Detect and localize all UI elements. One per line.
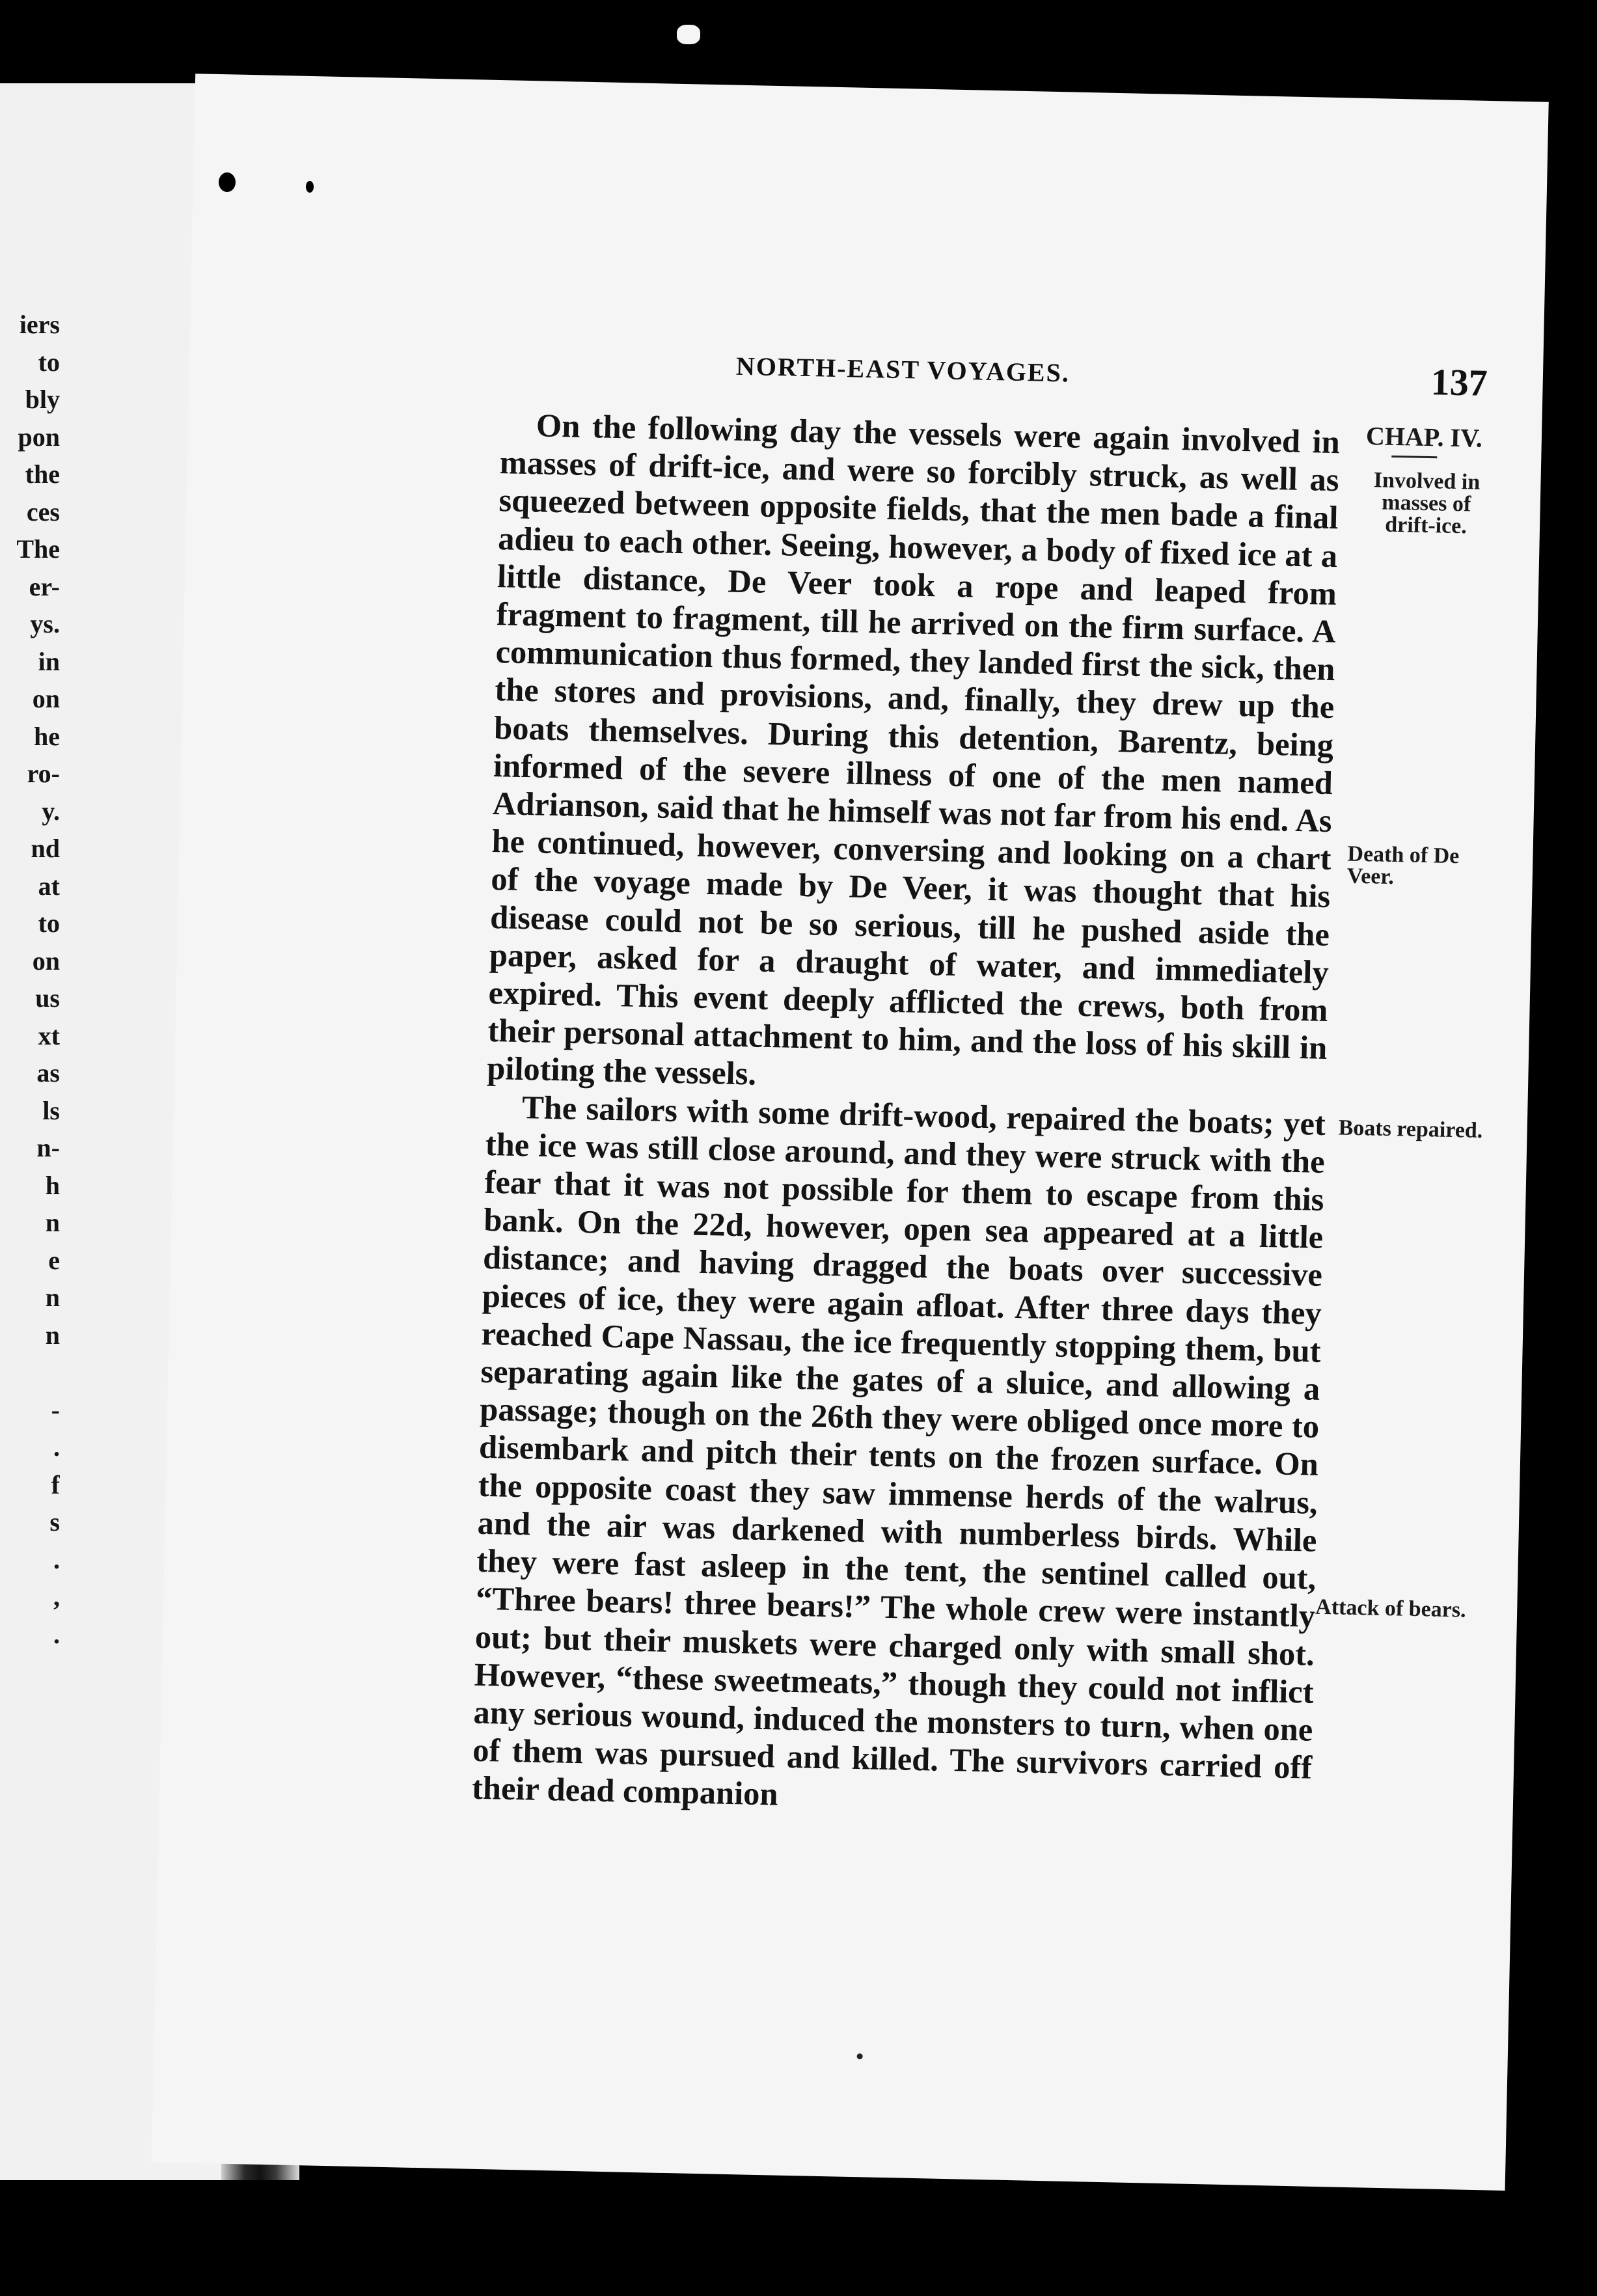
left-edge-line: The: [16, 534, 60, 564]
left-edge-line: [0, 1354, 60, 1391]
left-edge-line: ls: [42, 1095, 60, 1125]
left-edge-line: .: [53, 1432, 60, 1462]
left-edge-line: xt: [38, 1020, 60, 1050]
body-text: [472, 405, 1341, 1824]
left-edge-line: n: [45, 1208, 60, 1237]
book-page: [152, 74, 1549, 2191]
left-edge-line: the: [25, 459, 60, 489]
left-edge-line: e: [48, 1245, 60, 1275]
left-edge-line: n-: [36, 1133, 60, 1162]
left-edge-line: ,: [53, 1582, 60, 1611]
left-edge-line: to: [38, 347, 60, 377]
sidenote-bears: Attack of bears.: [1315, 1594, 1466, 1622]
left-edge-line: .: [53, 1619, 60, 1649]
left-edge-line: at: [38, 871, 60, 901]
page-header: [735, 346, 1504, 414]
left-page-edge-text: [0, 306, 60, 1653]
left-edge-line: ces: [26, 497, 60, 526]
left-edge-line: y.: [42, 796, 60, 826]
paragraph: The sailors with some drift-wood, repaired the boats; yet the ice was still close around, and they were struck with the fear that it was not possible for them to escape from this bank. On the 22d, however, open sea appeared at a little distance; and having dragged the boats over successive pieces of ice, they were again afloat. After three days they reached Cape Nassau, the ice frequently stopping them, but separating again like the gates of a sluice, and allowing a passage; though on the 26th they were obliged once more to disembark and pitch their tents on the frozen surface. On the opposite coast they saw immense herds of the walrus, and the air was darkened with numberless birds. While they were fast asleep in the tent, the sentinel called out, “Three bears! three bears!” The whole crew were instantly out; but their muskets were charged only with small shot. However, “these sweetmeats,” though they could not inflict any serious wound, induced the monsters to turn, when one of them was pursued and killed. The survivors carried off their dead companion: [471, 1088, 1326, 1812]
left-edge-line: n: [45, 1283, 60, 1312]
left-edge-line: pon: [18, 422, 60, 452]
ink-spot: [219, 172, 236, 192]
scan-mark: [677, 25, 700, 44]
left-edge-line: ro-: [27, 759, 60, 788]
left-edge-line: us: [35, 983, 60, 1013]
left-edge-line: nd: [31, 834, 60, 863]
left-edge-line: bly: [25, 385, 60, 414]
sidenote-boats: Boats repaired.: [1338, 1115, 1483, 1143]
left-edge-line: ys.: [30, 609, 60, 638]
left-edge-line: to: [38, 909, 60, 938]
chapter-label: CHAP. IV.: [1365, 421, 1483, 453]
left-edge-line: .: [53, 1544, 60, 1574]
left-edge-line: n: [45, 1320, 60, 1350]
sidenote-death: Death of De Veer.: [1346, 841, 1460, 890]
ink-spot: [306, 181, 314, 193]
left-edge-line: he: [34, 721, 60, 751]
left-edge-line: s: [49, 1507, 60, 1537]
left-edge-line: iers: [19, 310, 60, 339]
sidenote-drift-ice: Involved in masses of drift-ice.: [1373, 468, 1481, 539]
left-edge-line: as: [36, 1058, 60, 1087]
page-number: 137: [1430, 361, 1488, 404]
chapter-rule: [1391, 456, 1437, 458]
left-edge-line: er-: [29, 571, 60, 601]
left-edge-line: f: [51, 1469, 60, 1499]
ink-dot: [857, 2053, 863, 2059]
running-head: NORTH-EAST VOYAGES.: [735, 351, 1071, 388]
left-edge-line: in: [38, 646, 60, 676]
left-edge-line: h: [45, 1170, 60, 1200]
paragraph: On the following day the vessels were again involved in masses of drift-ice, and were so forcibly struck, as well as squeezed between opposite fields, that the men bade a final adieu to each other. Seeing, however, a body of fixed ice at a little distance, De Veer took a rope and leaped from fragment to fragment, till he arrived on the firm surface. A communication thus formed, they landed first the sick, then the stores and provisions, and, finally, they drew up the boats themselves. During this detention, Barentz, being informed of the severe illness of one of the men named Adrianson, said that he himself was not far from his end. As he continued, however, conversing and looking on a chart of the voyage made by De Veer, it was thought that his disease could not be so serious, till he pushed aside the paper, asked for a draught of water, and immediately expired. This event deeply afflicted the crews, both from their personal attachment to him, and the loss of his skill in piloting the vessels.: [486, 407, 1341, 1093]
left-edge-line: on: [32, 684, 60, 713]
left-edge-line: -: [51, 1395, 60, 1425]
left-edge-line: on: [32, 946, 60, 976]
